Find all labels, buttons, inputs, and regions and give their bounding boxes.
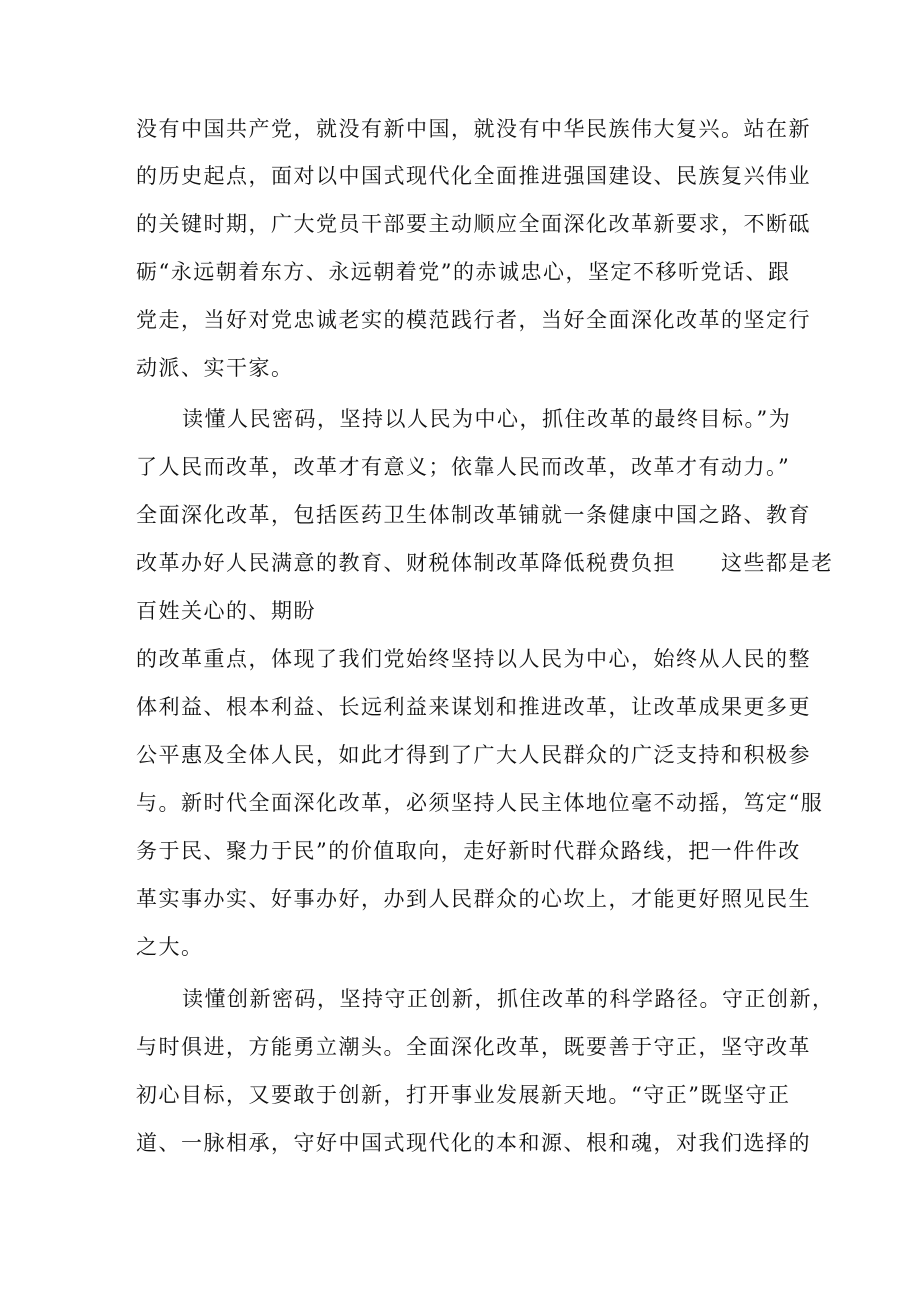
text-line-13: 体利益、根本利益、长远利益来谋划和推进改革，让改革成果更多更: [136, 695, 811, 719]
text-line-21: 初心目标，又要敢于创新，打开事业发展新天地。“守正”既坚守正: [136, 1083, 791, 1107]
text-line-6: 动派、实干家。: [136, 356, 294, 380]
text-line-16: 务于民、聚力于民”的价值取向，走好新时代群众路线，把一件件改: [136, 839, 801, 863]
text-line-12: 的改革重点，体现了我们党始终坚持以人民为中心，始终从人民的整: [136, 647, 811, 671]
text-line-10: 改革办好人民满意的教育、财税体制改革降低税费负担 这些都是老: [136, 551, 834, 575]
text-line-1: 没有中国共产党，就没有新中国，就没有中华民族伟大复兴。站在新: [136, 117, 811, 141]
text-line-11: 百姓关心的、期盼: [136, 599, 316, 623]
text-line-7: 读懂人民密码，坚持以人民为中心，抓住改革的最终目标。”为: [182, 407, 792, 431]
text-line-9: 全面深化改革，包括医药卫生体制改革铺就一条健康中国之路、教育: [136, 503, 811, 527]
text-line-5: 党走，当好对党忠诚老实的模范践行者，当好全面深化改革的坚定行: [136, 308, 811, 332]
text-line-17: 革实事办实、好事办好，办到人民群众的心坎上，才能更好照见民生: [136, 887, 811, 911]
text-line-8: 了人民而改革，改革才有意义；依靠人民而改革，改革才有动力。”: [136, 455, 791, 479]
text-line-19: 读懂创新密码，坚持守正创新，抓住改革的科学路径。守正创新，: [182, 987, 835, 1011]
text-line-15: 与。新时代全面深化改革，必须坚持人民主体地位毫不动摇，笃定“服: [136, 791, 824, 815]
text-line-14: 公平惠及全体人民，如此才得到了广大人民群众的广泛支持和积极参: [136, 743, 811, 767]
text-line-2: 的历史起点，面对以中国式现代化全面推进强国建设、民族复兴伟业: [136, 164, 811, 188]
text-line-20: 与时俱进，方能勇立潮头。全面深化改革，既要善于守正，坚守改革: [136, 1035, 811, 1059]
text-line-22: 道、一脉相承，守好中国式现代化的本和源、根和魂，对我们选择的: [136, 1131, 811, 1155]
text-line-18: 之大。: [136, 935, 204, 959]
text-line-4: 砺“永远朝着东方、永远朝着党”的赤诚忠心，坚定不移听党话、跟: [136, 260, 791, 284]
text-line-3: 的关键时期，广大党员干部要主动顺应全面深化改革新要求，不断砥: [136, 212, 811, 236]
